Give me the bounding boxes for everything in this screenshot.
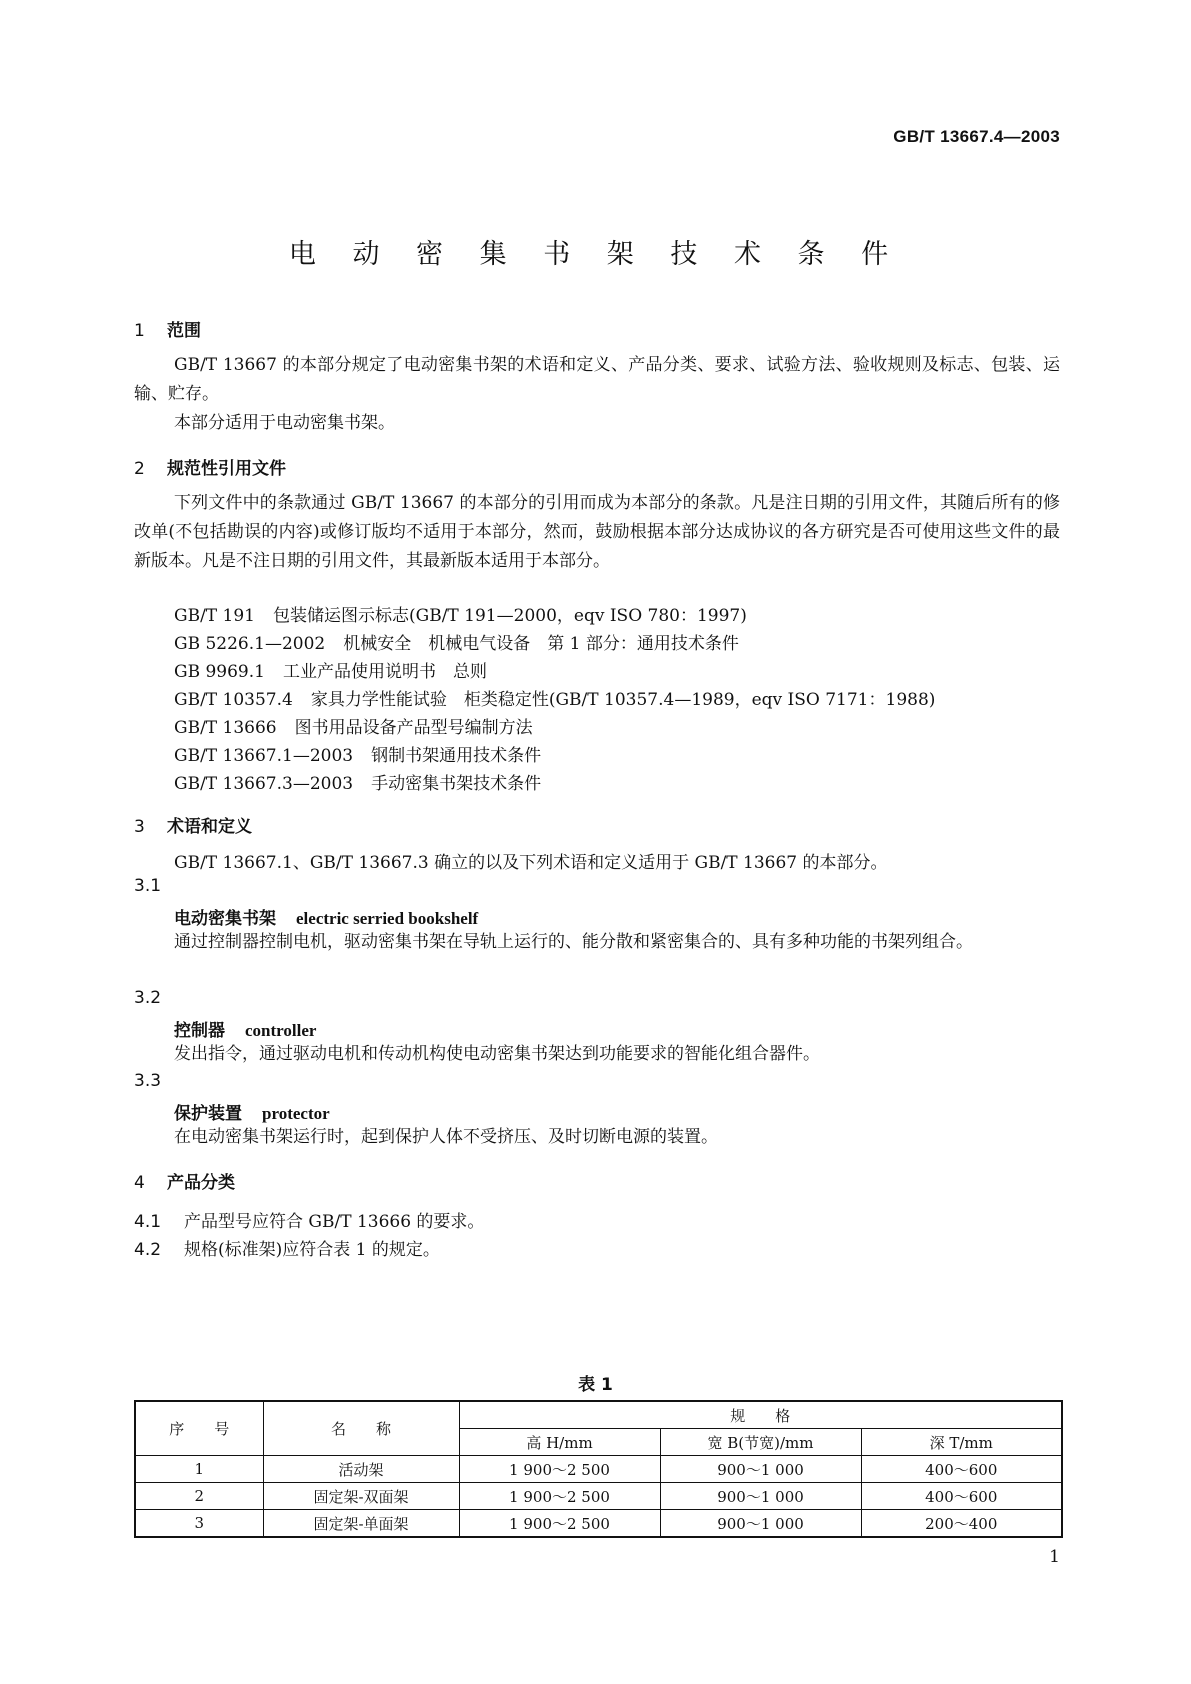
reference-item (174, 741, 541, 766)
reference-item (174, 657, 487, 682)
header-depth: 深 T/mm (861, 1429, 1062, 1456)
cell-height: 1 900～2 500 (459, 1456, 660, 1483)
term-heading (174, 1099, 330, 1124)
term-number: 3.1 (134, 876, 162, 896)
section-4-heading (134, 1168, 235, 1193)
cell-depth: 400～600 (861, 1456, 1062, 1483)
section-number: 1 (134, 321, 145, 341)
section-number: 4 (134, 1173, 145, 1193)
header-name: 名 称 (263, 1401, 459, 1456)
header-width: 宽 B(节宽)/mm (660, 1429, 861, 1456)
cell-seq: 3 (135, 1510, 263, 1538)
term-number: 3.3 (134, 1071, 162, 1091)
cell-name: 活动架 (263, 1456, 459, 1483)
term-heading (174, 1016, 316, 1041)
cell-height: 1 900～2 500 (459, 1510, 660, 1538)
reference-item (174, 629, 739, 654)
section-2-intro: 下列文件中的条款通过 GB/T 13667 的本部分的引用而成为本部分的条款。凡是注日期的引用文件，其随后所有的修改单(不包括勘误的内容)或修订版均不适用于本部分，然而，鼓励根据本部分达成协议的各方研究是否可使用这些文件的最新版本。凡是不注日期的引用文件，其最新版本适用于本部分。 (134, 493, 1060, 571)
clause-text: 产品型号应符合 GB/T 13666 的要求。 (184, 1212, 485, 1232)
page-number: 1 (1049, 1547, 1060, 1567)
table-header-row (135, 1401, 1062, 1429)
section-1-heading (134, 316, 201, 341)
reference-code: GB/T 191 (174, 606, 255, 626)
spec-table (134, 1400, 1063, 1538)
term-english: protector (262, 1104, 330, 1123)
standard-code: GB/T 13667.4—2003 (893, 127, 1060, 146)
reference-item (174, 769, 541, 794)
clause (134, 1235, 440, 1260)
section-3-heading (134, 812, 252, 837)
reference-item (174, 601, 747, 626)
term-number: 3.2 (134, 988, 162, 1008)
clause (134, 1207, 484, 1232)
cell-width: 900～1 000 (660, 1483, 861, 1510)
term-definition: 在电动密集书架运行时，起到保护人体不受挤压、及时切断电源的装置。 (174, 1127, 718, 1147)
section-2-heading (134, 454, 286, 479)
reference-code: GB/T 13667.3—2003 (174, 774, 354, 794)
table-row (135, 1456, 1062, 1483)
cell-seq: 1 (135, 1456, 263, 1483)
term-definition: 通过控制器控制电机，驱动密集书架在导轨上运行的、能分散和紧密集合的、具有多种功能的书架列组合。 (174, 932, 973, 952)
clause-text: 规格(标准架)应符合表 1 的规定。 (184, 1240, 440, 1260)
section-title: 产品分类 (167, 1173, 235, 1193)
term-english: controller (245, 1021, 317, 1040)
cell-name: 固定架-单面架 (263, 1510, 459, 1538)
reference-title: 家具力学性能试验 柜类稳定性(GB/T 10357.4—1989，eqv ISO 7171：1988) (310, 690, 936, 710)
cell-width: 900～1 000 (660, 1510, 861, 1538)
clause-number: 4.1 (134, 1212, 162, 1232)
cell-depth: 200～400 (861, 1510, 1062, 1538)
reference-title: 包装储运图示标志(GB/T 191—2000，eqv ISO 780：1997) (273, 606, 747, 626)
term-chinese: 控制器 (174, 1021, 225, 1041)
cell-depth: 400～600 (861, 1483, 1062, 1510)
section-title: 范围 (167, 321, 201, 341)
cell-name: 固定架-双面架 (263, 1483, 459, 1510)
cell-seq: 2 (135, 1483, 263, 1510)
table-row (135, 1483, 1062, 1510)
cell-height: 1 900～2 500 (459, 1483, 660, 1510)
clause-number: 4.2 (134, 1240, 162, 1260)
reference-title: 手动密集书架技术条件 (371, 774, 542, 794)
reference-title: 机械安全 机械电气设备 第 1 部分：通用技术条件 (343, 634, 739, 654)
reference-code: GB 5226.1—2002 (174, 634, 326, 654)
reference-code: GB/T 10357.4 (174, 690, 293, 710)
header-spec: 规 格 (459, 1401, 1062, 1429)
reference-title: 钢制书架通用技术条件 (371, 746, 542, 766)
term-english: electric serried bookshelf (296, 909, 479, 928)
cell-width: 900～1 000 (660, 1456, 861, 1483)
section-1-paragraph: 本部分适用于电动密集书架。 (174, 413, 395, 433)
reference-title: 图书用品设备产品型号编制方法 (294, 718, 533, 738)
header-height: 高 H/mm (459, 1429, 660, 1456)
section-1-paragraph: GB/T 13667 的本部分规定了电动密集书架的术语和定义、产品分类、要求、试验方法、验收规则及标志、包装、运输、贮存。 (134, 355, 1060, 404)
section-number: 3 (134, 817, 145, 837)
document-title: 电 动 密 集 书 架 技 术 条 件 (288, 239, 903, 270)
term-chinese: 电动密集书架 (174, 909, 276, 929)
table-row (135, 1510, 1062, 1538)
header-seq: 序 号 (135, 1401, 263, 1456)
term-definition: 发出指令，通过驱动电机和传动机构使电动密集书架达到功能要求的智能化组合器件。 (174, 1044, 820, 1064)
term-chinese: 保护装置 (174, 1104, 242, 1124)
term-heading (174, 904, 478, 929)
section-number: 2 (134, 459, 145, 479)
section-title: 术语和定义 (167, 817, 252, 837)
reference-code: GB/T 13666 (174, 718, 277, 738)
reference-item (174, 685, 935, 710)
reference-code: GB/T 13667.1—2003 (174, 746, 354, 766)
reference-item (174, 713, 533, 738)
table-caption: 表 1 (578, 1375, 613, 1395)
reference-code: GB 9969.1 (174, 662, 265, 682)
section-title: 规范性引用文件 (167, 459, 286, 479)
section-3-intro: GB/T 13667.1、GB/T 13667.3 确立的以及下列术语和定义适用于 GB/T 13667 的本部分。 (174, 853, 888, 873)
reference-title: 工业产品使用说明书 总则 (282, 662, 487, 682)
